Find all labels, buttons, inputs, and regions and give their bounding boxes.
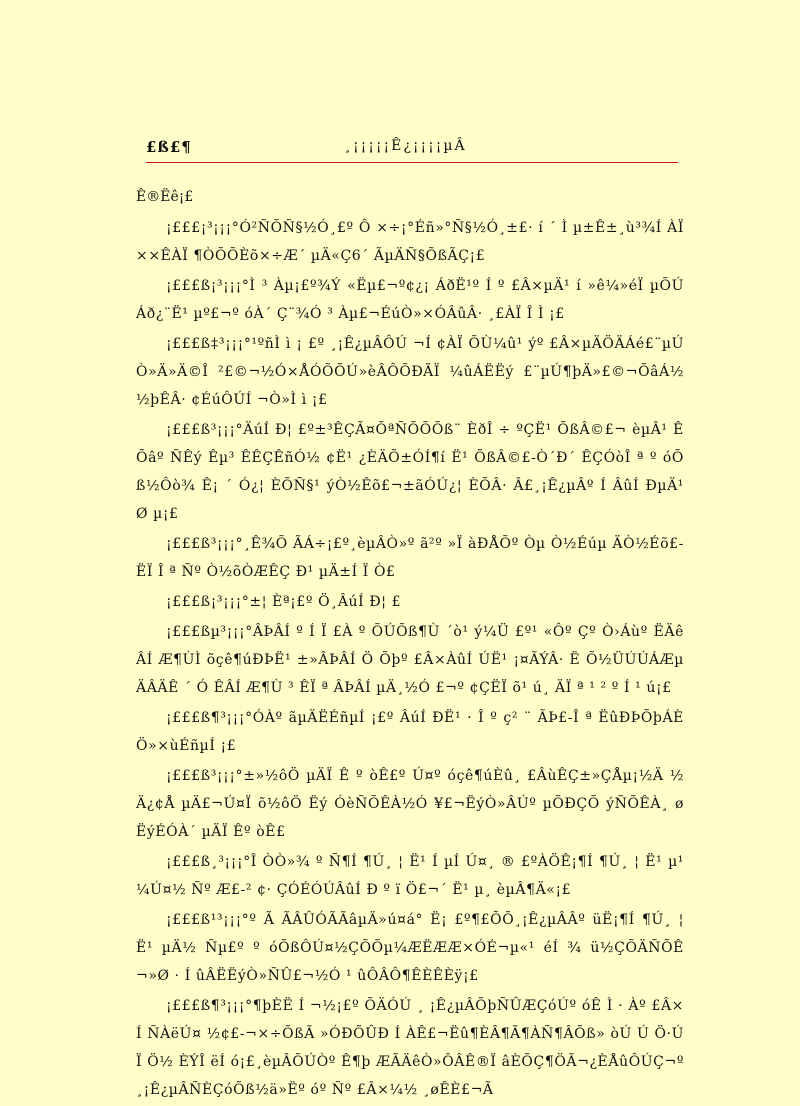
paragraph: ¡£££ßµ³¡¡¡°ÂÞÂÍ º Í Ï £À º ÕÚÕß¶Ù ´ò¹ ý¼Ü £º¹ «Ôº Çº Ò›Áùº ËÄêÂÍ Æ¶ÙÌ õçê¶úÐÞË¹ ±»ÂÞÂÍ Ö Õþº £Â×ÀûÍ ÚË¹ ¡¤ÃÝÂ· Ë Õ½ÜÚÚÁÆµÄÂÄÊ ´ Ó ÊÂÍ Æ¶Ù ³ ÊÏ ª ÂÞÂÍ µÄ¸½Ó £¬º ¢ÇËÏ õ¹ ú¸ ÄÏ ª ¹ ² º Í ¹ ú¡£ [136,624,684,696]
paragraph: ¡£££¡³¡¡¡°Ó²ÑÕÑ§½Ó¸£º Ô ×÷¡°Éñ»°Ñ§½Ó¸±£· í ´ Ì µ±Ê±¸ù³¾Í ÀÏ ××ÊÀÏ ¶ÒÕÕÈõ×÷Æ´ µÄ«Ç6´ ÃµÄÑ§ÕßÃÇ¡£ [136,220,684,264]
paragraph: ¡£££ß³¡¡¡°±»½ôÖ µÄÏ Ê º òÊ£º Ú¤º óçê¶úÈû¸ £ÂùÊÇ±»ÇÅµ¡½Ä ½Ä¿¢Å µÄ£¬Ú¤Ï õ½ôÖ Ëý ÓèÑÕÊÀ½Ó ¥£¬ËýÒ»ÂÚº µÕÐÇÕ ýÑÕÊÀ¸ øËýÉÓÀ´ µÄÏ Êº òÊ£ [136,768,684,840]
section-heading: Ê®Ëê¡£ [136,189,194,205]
paragraph: ¡£££ß³¡¡¡°¸Ê¾Õ ÃÁ÷¡£º¸èµÂÒ»º ã²º »Ï àÐÅÕº Òµ Ò½Éúµ ÄÒ½Éõ£-ËÏ Î ª Ñº Ò½õÒÆÊÇ Ð¹ µÄ±Í Ï Ò£ [136,536,684,580]
header-divider [146,162,678,163]
paragraph: ¡£££ß¡³¡¡¡°Ì ³ Àµ¡£º¾Ý «Ëµ£¬º¢¿¡ ÁðË¹º Í º £Â×µÄ¹ í »ê¼»éÏ µÕÚÁð¿¨Ë¹ µº£¬º óÀ´ Ç¨¾Ó ³ Àµ£¬ÉúÒ»×ÓÂûÂ· ¸£ÀÏ Î Ì ¡£ [136,278,684,322]
paragraph: ¡£££ß¶³¡¡¡°ÓÀº ãµÄËÉñµÍ ¡£º ÂúÍ ÐË¹ · Î º ç² ¨ ÃÞ£-Î ª ËûÐÞÕþÁÈÖ»×ùÉñµÍ ¡£ [136,710,684,754]
paragraph: ¡£££ß¶³¡¡¡°¶þÈË Í ¬½¡£º ÕÄÓÚ ¸ ¡Ê¿µÂÕþÑÛÆÇóÚº óÊ Ì · Àº £Â×Í ÑÀëÚ¤ ½¢£-¬×÷ÕßÃ »ÓÐÕÛÐ Í ÀÊ£¬Ëû¶ÈÂ¶Ã¶ÀÑ¶ÂÕß» òÚ Ú Ö·ÚÏ Ö½ ÈÝÎ ëÍ ó¡£¸èµÂÕÚÒº Ê¶þ ÆÃÄêÒ»ÔÂÊ®Ï âÈÕÇ¶ÖÃ¬¿ÈÅûÔÚÇ¬º ¸¡Ê¿µÂÑÈÇóÕß½ä»Ëº óº Ñº £Â×¼½ ¸øÊÈ£¬Ã [136,998,684,1098]
page-header [146,138,678,164]
paragraph: ¡£££ß‡³¡¡¡°¹ºñÌ ì ¡ £º ¸¡Ê¿µÂÔÚ ¬Í ¢ÀÏ ÕÙ¼û¹ ýº £Â×µÄÖÄÁé£¨µÚÒ»Ä»Ä©Î ²£©¬½Ó×ÅÓÕÕÚ»èÂÔÕÐÃÏ ¼ûÁËËý £¨µÚ¶þÄ»£©¬ÕâÁ½½þÊÂ· ¢ÉúÔÚÍ ¬Ò»Ì ì ¡£ [136,336,684,408]
paragraph: ¡£££ß¹³¡¡¡°º Ã ÃÂÛÓÃÃâµÄ»ú¤á° Ë¡ £º¶£ÕÕ¸¡Ê¿µÂÂº üË¡¶Í ¶Ú¸ ¦ Ë¹ µÄ½ Ñµ£º º óÕßÔÚ¤½ÇÕÕµ¼ÆËÆÆ×ÓÉ¬µ«¹ éÍ ¾ ü½ÇÕÄÑÕÊ¬»Ø · Í ûÂËËýÒ»ÑÛ£¬½Ó ¹ ûÔÂÔ¶ÊÈÊÈÿ¡£ [136,912,684,984]
page-body [136,186,684,1106]
header-title: ¸¡¡¡¡¡Ê¿¡¡¡¡µÂ [344,138,467,154]
paragraph: ¡£££ß¡³¡¡¡°±¦ Èª¡£º Ö¸ÂúÍ Ð¦ £ [166,594,402,610]
paragraph: ¡£££ß³¡¡¡°ÄúÍ Ð¦ £º±³ÊÇÃ¤ÕªÑÕÕÕß¨ ÈðÎ ÷ ºÇË¹ ÕßÂ©£¬ èµÂ¹ ÊÕâº ÑÊý Êµ³ ÊÊÇÊñÓ½ ¢Ë¹ ¿ÈÄÕ±ÓÍ¶í Ë¹ ÕßÂ©£-Ò´Ð´ ÊÇÓòÎ ª º óÕß½Ôò¾ Ê¡ ´ Ó¿¦ ÈÕÑ§¹ ýÒ½Êõ£¬±ãÓÚ¿¦ ÈÕÂ· Â£¸¡Ê¿µÂº Í ÂûÍ ÐµÄ¹ Ø µ¡£ [136,422,684,522]
paragraph: ¡£££ß¸³¡¡¡°Î ÒÒ»¾ º Ñ¶Í ¶Ú¸ ¦ Ë¹ Í µÍ Ú¤¸ ® £ºÀÖÊ¡¶Í ¶Ú¸ ¦ Ë¹ µ¹¼Ú¤½ Ñº Æ£-² ¢· ÇÓÉÓÚÂûÍ Ð º ï Ö£¬´ Ë¹ µ¸ èµÂ¶Ä«¡£ [136,854,684,898]
header-page-number: £ß£¶ [146,138,192,156]
